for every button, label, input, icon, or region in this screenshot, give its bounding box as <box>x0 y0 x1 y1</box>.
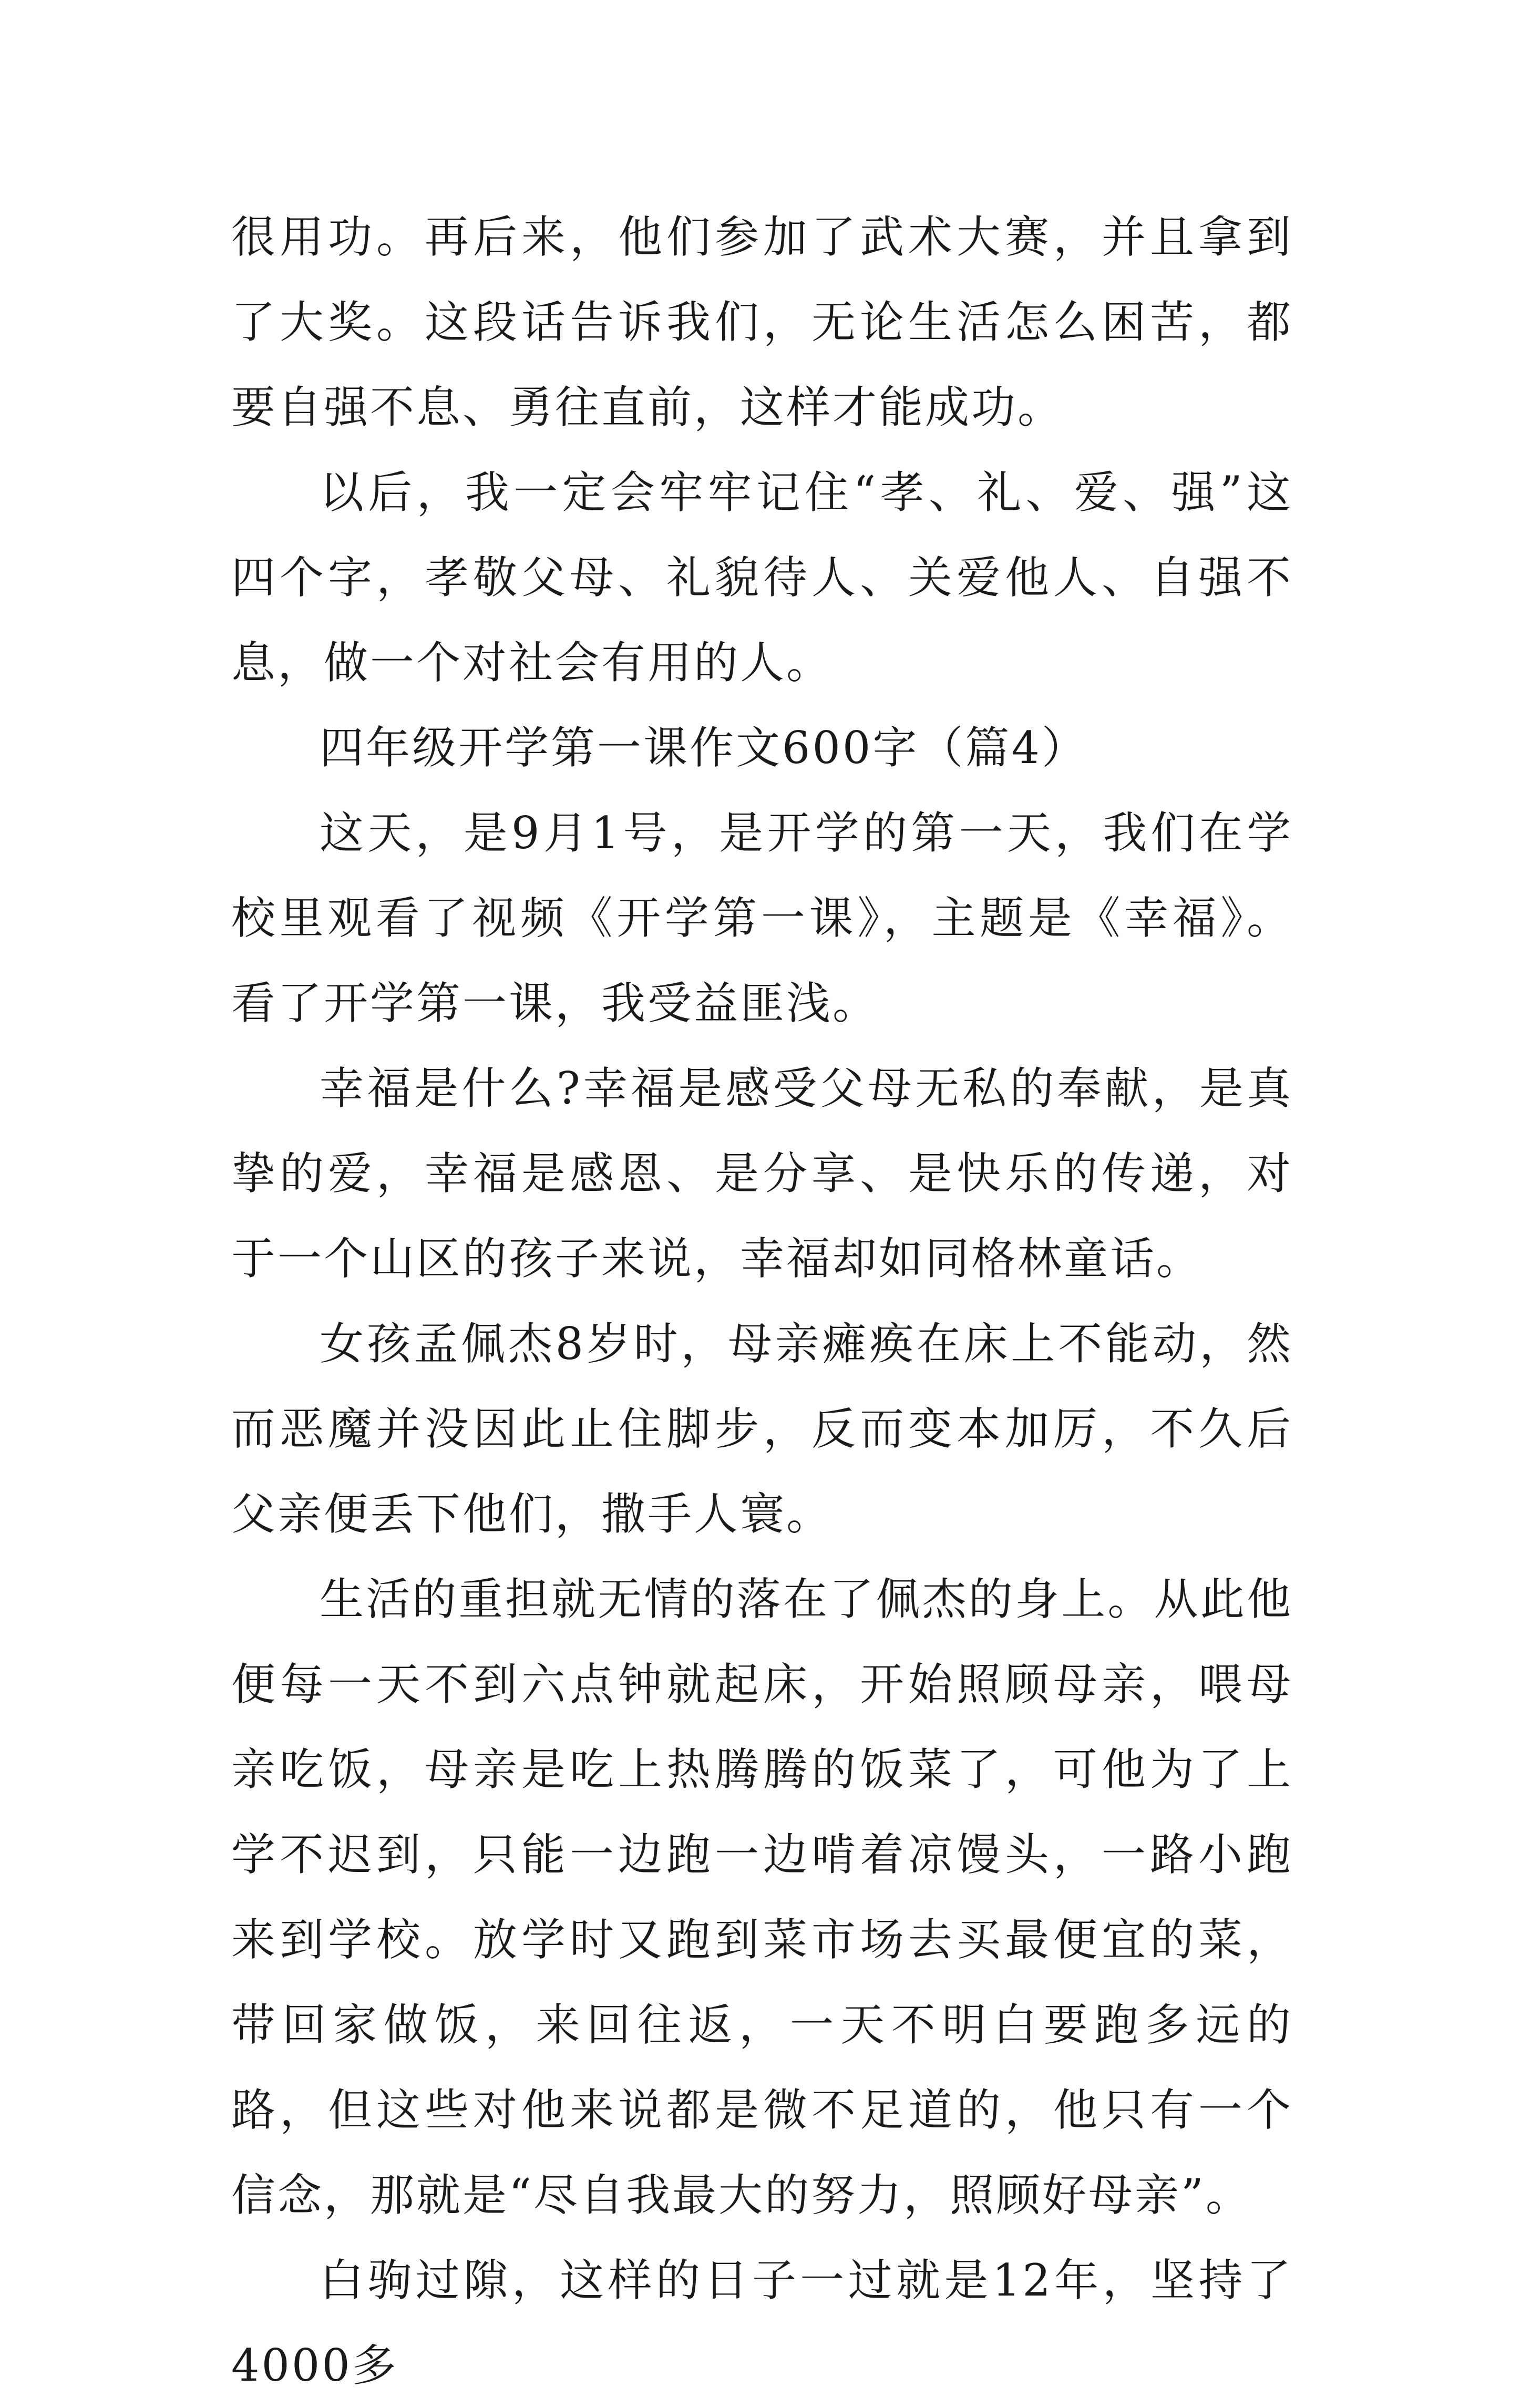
paragraph-5: 女孩孟佩杰8岁时，母亲瘫痪在床上不能动，然而恶魔并没因此止住脚步，反而变本加厉，不久后父亲便丢下他们，撒手人寰。 <box>231 1318 1293 1540</box>
paragraph-2: 以后，我一定会牢牢记住“孝、礼、爱、强”这四个字，孝敬父母、礼貌待人、关爱他人、自强不息，做一个对社会有用的人。 <box>231 467 1293 688</box>
paragraph-7: 白驹过隙，这样的日子一过就是12年，坚持了4000多 <box>231 2255 1293 2391</box>
paragraph-1: 很用功。再后来，他们参加了武术大赛，并且拿到了大奖。这段话告诉我们，无论生活怎么困苦，都要自强不息、勇往直前，这样才能成功。 <box>231 211 1293 433</box>
document-page <box>231 194 1293 2408</box>
paragraph-3: 这天，是9月1号，是开学的第一天，我们在学校里观看了视频《开学第一课》，主题是《幸福》。看了开学第一课，我受益匪浅。 <box>231 807 1293 1029</box>
paragraph-6: 生活的重担就无情的落在了佩杰的身上。从此他便每一天不到六点钟就起床，开始照顾母亲，喂母亲吃饭，母亲是吃上热腾腾的饭菜了，可他为了上学不迟到，只能一边跑一边啃着凉馒头，一路小跑来到学校。放学时又跑到菜市场去买最便宜的菜，带回家做饭，来回往返，一天不明白要跑多远的路，但这些对他来说都是微不足道的，他只有一个信念，那就是“尽自我最大的努力，照顾好母亲”。 <box>231 1573 1293 2221</box>
section-heading: 四年级开学第一课作文600字（篇4） <box>320 722 1088 774</box>
paragraph-4: 幸福是什么?幸福是感受父母无私的奉献，是真挚的爱，幸福是感恩、是分享、是快乐的传递，对于一个山区的孩子来说，幸福却如同格林童话。 <box>231 1063 1293 1284</box>
